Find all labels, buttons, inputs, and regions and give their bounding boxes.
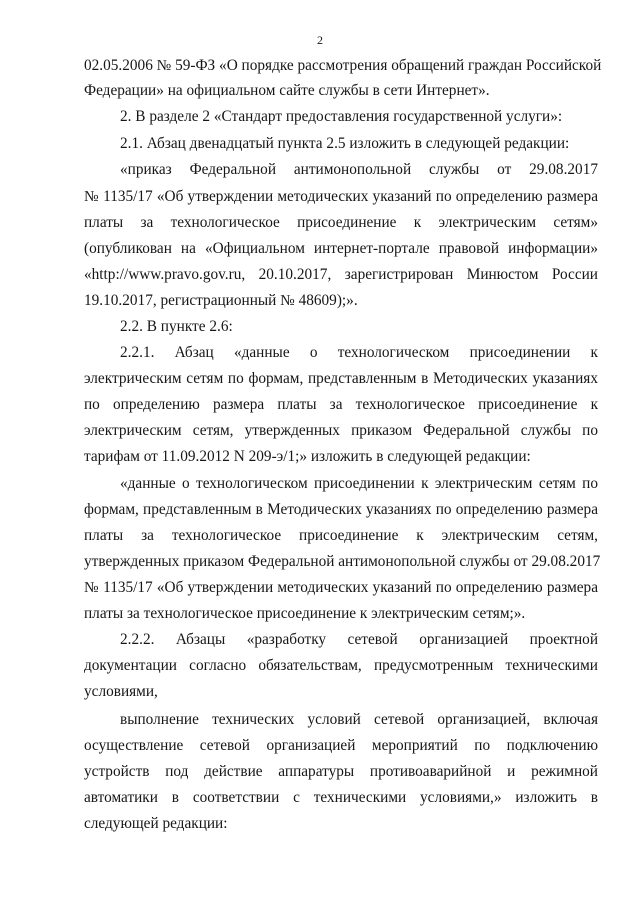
text-line: (опубликован на «Официальном интернет-портале правовой информации» xyxy=(84,240,598,257)
text-line: тарифам от 11.09.2012 N 209-э/1;» изложить в следующей редакции: xyxy=(84,448,531,465)
text-line: устройств под действие аппаратуры противоаварийной и режимной xyxy=(84,763,598,780)
text-line: «данные о технологическом присоединении к электрическим сетям по xyxy=(120,475,598,492)
text-line: автоматики в соответствии с техническими условиями,» изложить в xyxy=(84,789,598,806)
text-line: следующей редакции: xyxy=(84,815,228,832)
text-line: платы за технологическое присоединение к электрическим сетям;». xyxy=(84,605,526,622)
text-line: платы за технологическое присоединение к электрическим сетям» xyxy=(84,214,598,231)
text-line: 2.2.1. Абзац «данные о технологическом присоединении к xyxy=(120,344,598,361)
text-line: 2.2. В пункте 2.6: xyxy=(120,318,233,335)
text-line: формам, представленным в Методических указаниях по определению размера xyxy=(84,501,598,518)
page-number: 2 xyxy=(317,33,323,47)
text-line: 2.1. Абзац двенадцатый пункта 2.5 изложить в следующей редакции: xyxy=(120,135,570,152)
text-line: осуществление сетевой организацией мероприятий по подключению xyxy=(84,737,598,754)
text-line: Федерации» на официальном сайте службы в сети Интернет». xyxy=(84,82,490,99)
text-line: выполнение технических условий сетевой организацией, включая xyxy=(120,711,598,728)
text-line: документации согласно обязательствам, предусмотренным техническими xyxy=(84,657,598,674)
text-line: электрическим сетям, утвержденных приказом Федеральной службы по xyxy=(84,422,598,439)
text-line: «приказ Федеральной антимонопольной службы от 29.08.2017 xyxy=(120,161,598,178)
text-line: 19.10.2017, регистрационный № 48609);». xyxy=(84,292,358,309)
text-line: по определению размера платы за технологическое присоединение к xyxy=(84,396,598,413)
text-line: электрическим сетям по формам, представленным в Методических указаниях xyxy=(84,370,598,387)
text-line: 02.05.2006 № 59-ФЗ «О порядке рассмотрения обращений граждан Российской xyxy=(84,57,602,74)
text-line: № 1135/17 «Об утверждении методических указаний по определению размера xyxy=(84,188,598,205)
text-line: № 1135/17 «Об утверждении методических указаний по определению размера xyxy=(84,579,598,596)
text-line: платы за технологическое присоединение к электрическим сетям, xyxy=(84,527,598,544)
text-line: утвержденных приказом Федеральной антимонопольной службы от 29.08.2017 xyxy=(84,553,601,570)
text-line: «http://www.pravo.gov.ru, 20.10.2017, зарегистрирован Минюстом России xyxy=(84,266,598,283)
text-line: условиями, xyxy=(84,683,158,700)
text-line: 2.2.2. Абзацы «разработку сетевой организацией проектной xyxy=(120,631,598,648)
text-line: 2. В разделе 2 «Стандарт предоставления государственной услуги»: xyxy=(120,108,563,125)
